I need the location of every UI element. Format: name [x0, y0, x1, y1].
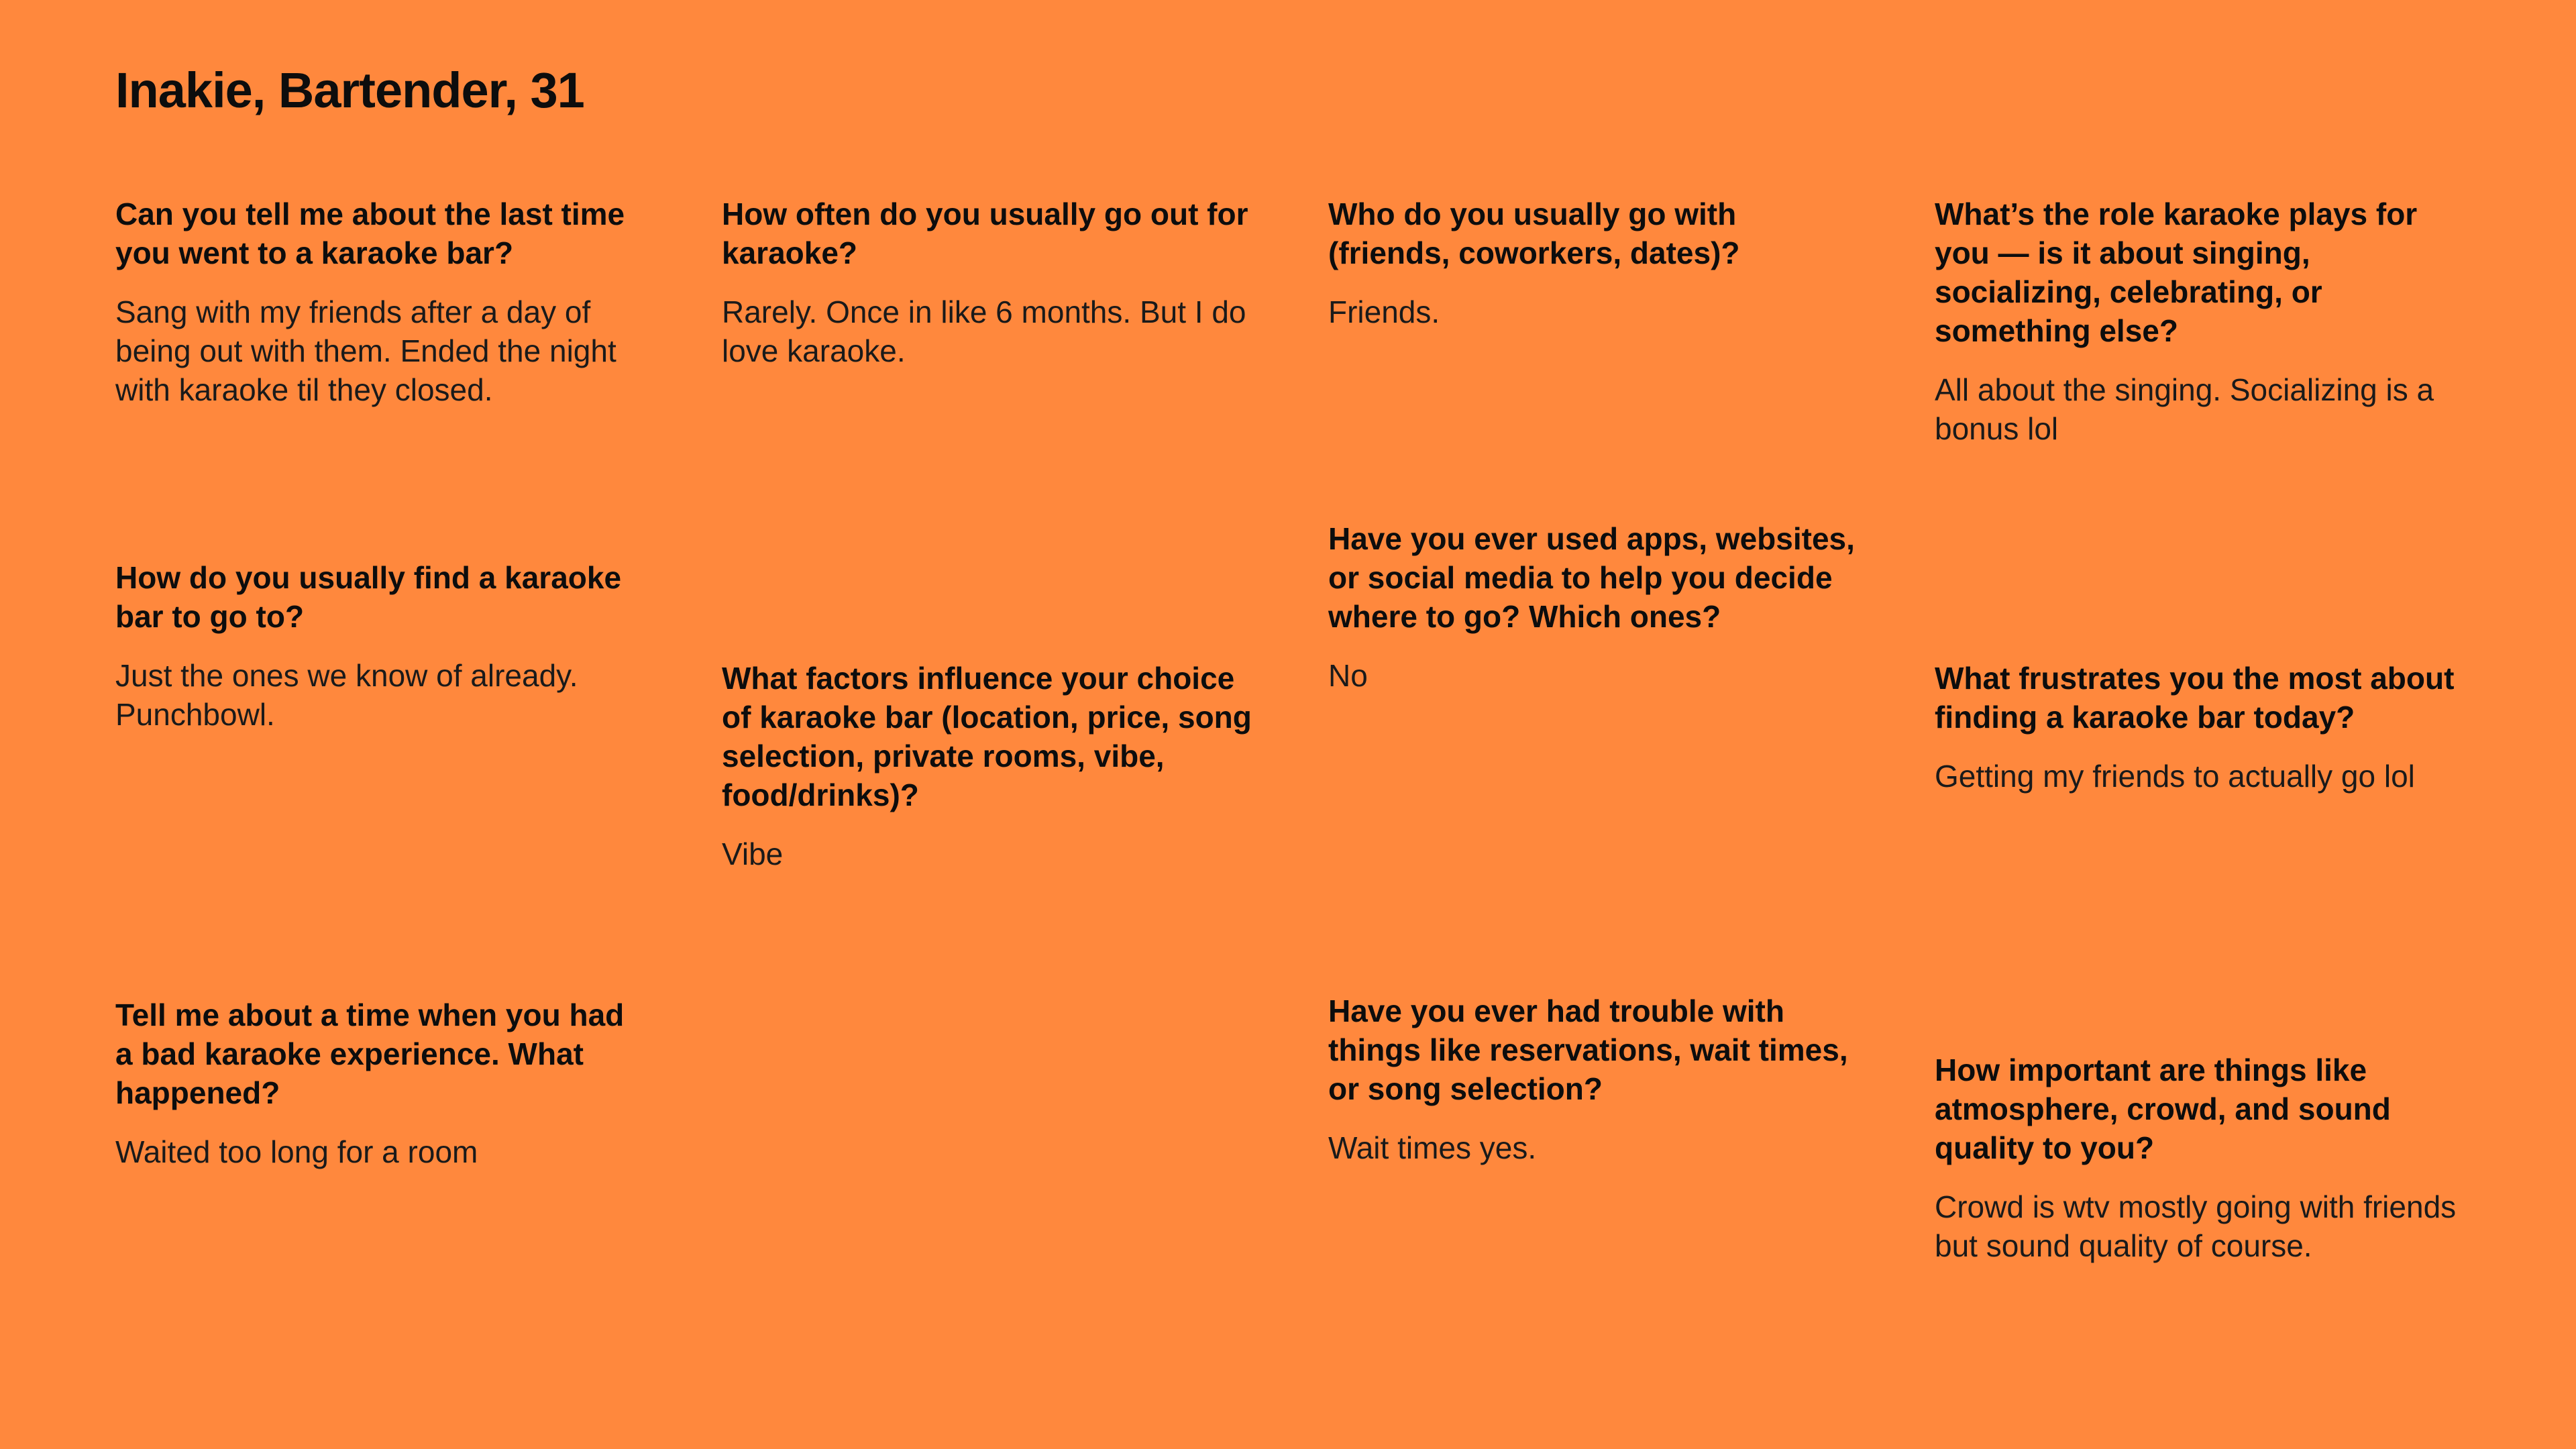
qa-block-frustrations — [1935, 659, 2465, 796]
answer-text: No — [1328, 658, 1368, 693]
answer-text: Friends. — [1328, 294, 1440, 329]
question-text: What factors influence your choice of karaoke bar (location, price, song selection, private rooms, vibe, food/drinks)? — [722, 661, 1252, 812]
qa-block-importance — [1935, 1051, 2465, 1265]
answer-text: Vibe — [722, 837, 784, 871]
question-text: How important are things like atmosphere, crowd, and sound quality to you? — [1935, 1053, 2391, 1165]
question-text: Tell me about a time when you had a bad karaoke experience. What happened? — [115, 998, 625, 1110]
answer-text: Rarely. Once in like 6 months. But I do love karaoke. — [722, 294, 1246, 368]
answer-text: Getting my friends to actually go lol — [1935, 759, 2415, 794]
qa-block-apps-used — [1328, 519, 1858, 695]
question-text: What frustrates you the most about finding a karaoke bar today? — [1935, 661, 2455, 735]
question-text: How do you usually find a karaoke bar to go to? — [115, 560, 622, 634]
question-text: What’s the role karaoke plays for you — is it about singing, socializing, celebrating, or something else? — [1935, 197, 2418, 348]
qa-block-finding-bar — [115, 558, 645, 734]
answer-text: Waited too long for a room — [115, 1134, 478, 1169]
qa-block-frequency — [722, 195, 1252, 370]
qa-block-role-of-karaoke — [1935, 195, 2465, 448]
question-text: Can you tell me about the last time you went to a karaoke bar? — [115, 197, 625, 270]
answer-text: Just the ones we know of already. Punchbowl. — [115, 658, 578, 732]
answer-text: Wait times yes. — [1328, 1130, 1537, 1165]
question-text: Have you ever used apps, websites, or social media to help you decide where to go? Which ones? — [1328, 521, 1855, 634]
qa-block-trouble — [1328, 991, 1858, 1167]
question-text: Who do you usually go with (friends, coworkers, dates)? — [1328, 197, 1740, 270]
answer-text: Crowd is wtv mostly going with friends but sound quality of course. — [1935, 1189, 2457, 1263]
question-text: Have you ever had trouble with things like reservations, wait times, or song selection? — [1328, 994, 1848, 1106]
qa-block-bad-experience — [115, 996, 645, 1171]
answer-text: Sang with my friends after a day of being out with them. Ended the night with karaoke til they closed. — [115, 294, 616, 407]
qa-block-companions — [1328, 195, 1858, 331]
qa-block-choice-factors — [722, 659, 1252, 873]
page-title: Inakie, Bartender, 31 — [115, 62, 584, 118]
question-text: How often do you usually go out for karaoke? — [722, 197, 1248, 270]
answer-text: All about the singing. Socializing is a bonus lol — [1935, 372, 2434, 446]
qa-block-last-visit — [115, 195, 645, 409]
